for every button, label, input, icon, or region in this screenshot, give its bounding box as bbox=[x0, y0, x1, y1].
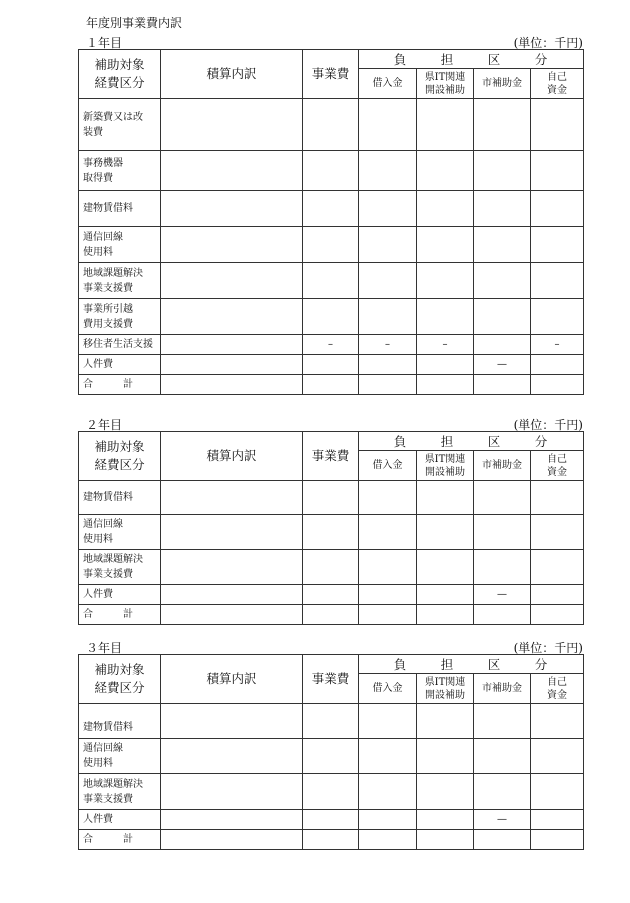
header-category bbox=[79, 655, 161, 704]
cell-amount[interactable] bbox=[474, 605, 531, 625]
table-row bbox=[79, 704, 584, 739]
cell-breakdown[interactable] bbox=[161, 739, 303, 774]
text-line: 開設補助 bbox=[425, 689, 465, 701]
cell-amount[interactable] bbox=[303, 605, 359, 625]
text-line: 地域課題解決 bbox=[83, 267, 143, 279]
cell-amount[interactable] bbox=[531, 227, 584, 263]
table-row bbox=[79, 550, 584, 585]
text-line: 建物賃借料 bbox=[83, 722, 133, 733]
header-pref-it bbox=[417, 69, 474, 99]
cell-breakdown[interactable] bbox=[161, 704, 303, 739]
header-city: 市補助金 bbox=[474, 674, 531, 704]
cell-amount[interactable] bbox=[474, 830, 531, 850]
text-line: 人件費 bbox=[83, 589, 113, 600]
cell-amount[interactable] bbox=[303, 550, 359, 585]
row-label bbox=[79, 774, 161, 810]
text-line: 経費区分 bbox=[94, 75, 145, 90]
year-header bbox=[78, 32, 583, 49]
header-project-cost: 事業費 bbox=[303, 50, 359, 99]
table-row bbox=[79, 585, 584, 605]
cell-amount[interactable] bbox=[303, 704, 359, 739]
cell-amount[interactable] bbox=[359, 704, 417, 739]
cell-amount[interactable] bbox=[474, 299, 531, 335]
cell-amount[interactable] bbox=[531, 481, 584, 515]
cell-amount[interactable] bbox=[303, 99, 359, 151]
cell-amount[interactable] bbox=[359, 830, 417, 850]
header-own bbox=[531, 69, 584, 99]
cell-breakdown[interactable] bbox=[161, 810, 303, 830]
table-row bbox=[79, 263, 584, 299]
text-line: 建物賃借料 bbox=[83, 203, 133, 214]
budget-table bbox=[78, 431, 584, 625]
text-line: 自己 bbox=[547, 453, 567, 465]
header-project-cost: 事業費 bbox=[303, 655, 359, 704]
header-loan: 借入金 bbox=[359, 451, 417, 481]
cell-amount[interactable] bbox=[417, 830, 474, 850]
budget-table bbox=[78, 654, 584, 850]
cell-amount[interactable] bbox=[417, 515, 474, 550]
text-line: 事業支援費 bbox=[83, 282, 133, 294]
cell-amount[interactable] bbox=[417, 99, 474, 151]
header-row bbox=[79, 50, 584, 69]
row-label bbox=[79, 299, 161, 335]
text-line: 補助対象 bbox=[94, 439, 145, 454]
header-category bbox=[79, 432, 161, 481]
year-label: ３年目 bbox=[86, 641, 123, 655]
year-header bbox=[78, 637, 583, 654]
text-line: 合 計 bbox=[83, 609, 133, 620]
cell-breakdown[interactable] bbox=[161, 585, 303, 605]
header-own bbox=[531, 674, 584, 704]
cell-amount[interactable] bbox=[531, 355, 584, 375]
cell-amount[interactable] bbox=[303, 375, 359, 395]
year-label: ２年目 bbox=[86, 418, 123, 432]
header-project-cost: 事業費 bbox=[303, 432, 359, 481]
cell-amount[interactable]: – bbox=[303, 335, 359, 355]
header-loan: 借入金 bbox=[359, 69, 417, 99]
cell-amount[interactable] bbox=[303, 585, 359, 605]
row-label bbox=[79, 810, 161, 830]
cell-amount[interactable] bbox=[531, 774, 584, 810]
cell-amount[interactable]: – bbox=[417, 335, 474, 355]
cell-amount[interactable] bbox=[474, 227, 531, 263]
cell-breakdown[interactable] bbox=[161, 605, 303, 625]
text-line: 開設補助 bbox=[425, 84, 465, 96]
unit-label: (単位：千円) bbox=[513, 641, 583, 655]
text-line: 通信回線 bbox=[83, 231, 123, 243]
table-row bbox=[79, 810, 584, 830]
text-line: 合 計 bbox=[83, 379, 133, 390]
cell-breakdown[interactable] bbox=[161, 227, 303, 263]
cell-amount[interactable] bbox=[531, 704, 584, 739]
header-burden: 負 担 区 分 bbox=[359, 432, 584, 451]
table-row bbox=[79, 191, 584, 227]
cell-amount[interactable] bbox=[417, 299, 474, 335]
cell-amount[interactable] bbox=[474, 774, 531, 810]
cell-amount[interactable] bbox=[359, 605, 417, 625]
cell-breakdown[interactable] bbox=[161, 550, 303, 585]
text-line: 費用支援費 bbox=[83, 318, 133, 330]
year-section-1 bbox=[78, 32, 583, 395]
cell-amount[interactable] bbox=[417, 355, 474, 375]
row-label bbox=[79, 704, 161, 739]
text-line: 資金 bbox=[547, 466, 567, 478]
cell-amount[interactable] bbox=[359, 550, 417, 585]
cell-amount[interactable] bbox=[474, 335, 531, 355]
row-label bbox=[79, 355, 161, 375]
cell-amount[interactable] bbox=[303, 515, 359, 550]
text-line: 通信回線 bbox=[83, 519, 123, 530]
cell-amount[interactable] bbox=[417, 263, 474, 299]
cell-amount[interactable] bbox=[303, 739, 359, 774]
text-line: 取得費 bbox=[83, 172, 113, 184]
text-line: 事務機器 bbox=[83, 157, 123, 169]
text-line: 移住者生活支援 bbox=[83, 339, 153, 350]
row-label bbox=[79, 481, 161, 515]
cell-amount[interactable]: — bbox=[474, 810, 531, 830]
header-row bbox=[79, 432, 584, 451]
cell-amount[interactable]: – bbox=[359, 335, 417, 355]
cell-breakdown[interactable] bbox=[161, 830, 303, 850]
cell-amount[interactable] bbox=[531, 263, 584, 299]
cell-amount[interactable] bbox=[531, 299, 584, 335]
row-label bbox=[79, 605, 161, 625]
cell-breakdown[interactable] bbox=[161, 481, 303, 515]
header-burden: 負 担 区 分 bbox=[359, 655, 584, 674]
cell-amount[interactable] bbox=[359, 774, 417, 810]
text-line: 事業支援費 bbox=[83, 793, 133, 805]
cell-amount[interactable]: – bbox=[531, 335, 584, 355]
cell-amount[interactable] bbox=[417, 810, 474, 830]
cell-amount[interactable] bbox=[359, 375, 417, 395]
unit-label: (単位：千円) bbox=[513, 418, 583, 432]
cell-amount[interactable] bbox=[303, 227, 359, 263]
text-line: 使用料 bbox=[83, 246, 113, 258]
table-row bbox=[79, 774, 584, 810]
row-label bbox=[79, 99, 161, 151]
header-pref-it bbox=[417, 674, 474, 704]
header-city: 市補助金 bbox=[474, 69, 531, 99]
year-section-3 bbox=[78, 637, 583, 850]
cell-amount[interactable] bbox=[303, 774, 359, 810]
cell-amount[interactable] bbox=[531, 550, 584, 585]
text-line: 人件費 bbox=[83, 814, 113, 825]
text-line: 使用料 bbox=[83, 534, 113, 545]
year-label: １年目 bbox=[86, 36, 123, 50]
cell-amount[interactable] bbox=[474, 704, 531, 739]
text-line: 通信回線 bbox=[83, 743, 123, 754]
header-row bbox=[79, 655, 584, 674]
table-row bbox=[79, 227, 584, 263]
row-label bbox=[79, 830, 161, 850]
table-row bbox=[79, 299, 584, 335]
header-city: 市補助金 bbox=[474, 451, 531, 481]
text-line: 事業支援費 bbox=[83, 569, 133, 580]
cell-amount[interactable] bbox=[359, 227, 417, 263]
cell-amount[interactable] bbox=[474, 739, 531, 774]
cell-amount[interactable] bbox=[359, 355, 417, 375]
cell-amount[interactable] bbox=[303, 299, 359, 335]
header-pref-it bbox=[417, 451, 474, 481]
text-line: 県IT関連 bbox=[424, 453, 466, 465]
text-line: 建物賃借料 bbox=[83, 492, 133, 503]
year-header bbox=[78, 414, 583, 431]
text-line: 新築費又は改 bbox=[83, 111, 143, 123]
header-breakdown: 積算内訳 bbox=[161, 655, 303, 704]
cell-amount[interactable] bbox=[531, 605, 584, 625]
cell-breakdown[interactable] bbox=[161, 774, 303, 810]
cell-amount[interactable] bbox=[474, 151, 531, 191]
year-section-2 bbox=[78, 414, 583, 625]
cell-breakdown[interactable] bbox=[161, 335, 303, 355]
header-own bbox=[531, 451, 584, 481]
cell-amount[interactable] bbox=[417, 605, 474, 625]
table-row bbox=[79, 481, 584, 515]
unit-label: (単位：千円) bbox=[513, 36, 583, 50]
cell-amount[interactable] bbox=[531, 515, 584, 550]
cell-amount[interactable] bbox=[531, 830, 584, 850]
cell-amount[interactable] bbox=[531, 191, 584, 227]
cell-amount[interactable] bbox=[531, 375, 584, 395]
cell-breakdown[interactable] bbox=[161, 191, 303, 227]
table-row bbox=[79, 515, 584, 550]
cell-amount[interactable] bbox=[474, 191, 531, 227]
cell-amount[interactable] bbox=[417, 774, 474, 810]
table-row bbox=[79, 830, 584, 850]
cell-amount[interactable] bbox=[417, 739, 474, 774]
row-label bbox=[79, 335, 161, 355]
table-row bbox=[79, 335, 584, 355]
text-line: 使用料 bbox=[83, 758, 113, 769]
text-line: 人件費 bbox=[83, 359, 113, 370]
cell-amount[interactable] bbox=[417, 704, 474, 739]
cell-amount[interactable]: — bbox=[474, 355, 531, 375]
row-label bbox=[79, 550, 161, 585]
table-row bbox=[79, 355, 584, 375]
text-line: 地域課題解決 bbox=[83, 554, 143, 565]
cell-amount[interactable] bbox=[303, 830, 359, 850]
cell-amount[interactable] bbox=[303, 191, 359, 227]
text-line: 装費 bbox=[83, 126, 103, 138]
cell-amount[interactable] bbox=[359, 585, 417, 605]
cell-amount[interactable] bbox=[359, 739, 417, 774]
text-line: 資金 bbox=[547, 84, 567, 96]
row-label bbox=[79, 191, 161, 227]
row-label bbox=[79, 585, 161, 605]
header-category bbox=[79, 50, 161, 99]
cell-amount[interactable] bbox=[531, 99, 584, 151]
cell-amount[interactable] bbox=[417, 375, 474, 395]
cell-amount[interactable] bbox=[417, 227, 474, 263]
cell-amount[interactable] bbox=[531, 585, 584, 605]
cell-breakdown[interactable] bbox=[161, 263, 303, 299]
text-line: 経費区分 bbox=[94, 457, 145, 472]
text-line: 県IT関連 bbox=[424, 676, 466, 688]
cell-amount[interactable] bbox=[531, 151, 584, 191]
table-row bbox=[79, 375, 584, 395]
row-label bbox=[79, 227, 161, 263]
cell-amount[interactable] bbox=[359, 481, 417, 515]
cell-amount[interactable] bbox=[474, 375, 531, 395]
text-line: 開設補助 bbox=[425, 466, 465, 478]
cell-amount[interactable] bbox=[417, 481, 474, 515]
cell-breakdown[interactable] bbox=[161, 375, 303, 395]
cell-amount[interactable] bbox=[531, 739, 584, 774]
table-row bbox=[79, 605, 584, 625]
cell-amount[interactable] bbox=[474, 550, 531, 585]
header-burden: 負 担 区 分 bbox=[359, 50, 584, 69]
cell-amount[interactable] bbox=[417, 550, 474, 585]
cell-amount[interactable] bbox=[303, 355, 359, 375]
cell-breakdown[interactable] bbox=[161, 151, 303, 191]
cell-amount[interactable] bbox=[417, 191, 474, 227]
cell-amount[interactable] bbox=[474, 515, 531, 550]
cell-amount[interactable] bbox=[417, 151, 474, 191]
cell-amount[interactable] bbox=[359, 263, 417, 299]
row-label bbox=[79, 263, 161, 299]
cell-amount[interactable] bbox=[359, 515, 417, 550]
table-row bbox=[79, 99, 584, 151]
cell-amount[interactable] bbox=[359, 299, 417, 335]
cell-amount[interactable] bbox=[474, 481, 531, 515]
text-line: 資金 bbox=[547, 689, 567, 701]
text-line: 補助対象 bbox=[94, 57, 145, 72]
header-loan: 借入金 bbox=[359, 674, 417, 704]
text-line: 事業所引越 bbox=[83, 303, 133, 315]
header-breakdown: 積算内訳 bbox=[161, 50, 303, 99]
text-line: 県IT関連 bbox=[424, 71, 466, 83]
cell-amount[interactable] bbox=[474, 99, 531, 151]
text-line: 経費区分 bbox=[94, 680, 145, 695]
document-title: 年度別事業費内訳 bbox=[86, 16, 183, 30]
cell-breakdown[interactable] bbox=[161, 515, 303, 550]
text-line: 合 計 bbox=[83, 834, 133, 845]
cell-amount[interactable] bbox=[417, 585, 474, 605]
row-label bbox=[79, 375, 161, 395]
cell-amount[interactable] bbox=[303, 263, 359, 299]
row-label bbox=[79, 515, 161, 550]
text-line: 自己 bbox=[547, 71, 567, 83]
cell-breakdown[interactable] bbox=[161, 299, 303, 335]
table-row bbox=[79, 151, 584, 191]
cell-amount[interactable] bbox=[303, 810, 359, 830]
cell-amount[interactable] bbox=[303, 481, 359, 515]
cell-breakdown[interactable] bbox=[161, 99, 303, 151]
cell-breakdown[interactable] bbox=[161, 355, 303, 375]
cell-amount[interactable] bbox=[359, 191, 417, 227]
cell-amount[interactable] bbox=[359, 810, 417, 830]
cell-amount[interactable] bbox=[474, 263, 531, 299]
cell-amount[interactable]: — bbox=[474, 585, 531, 605]
table-row bbox=[79, 739, 584, 774]
cell-amount[interactable] bbox=[359, 99, 417, 151]
text-line: 地域課題解決 bbox=[83, 778, 143, 790]
cell-amount[interactable] bbox=[359, 151, 417, 191]
header-breakdown: 積算内訳 bbox=[161, 432, 303, 481]
text-line: 自己 bbox=[547, 676, 567, 688]
budget-table bbox=[78, 49, 584, 395]
row-label bbox=[79, 151, 161, 191]
row-label bbox=[79, 739, 161, 774]
cell-amount[interactable] bbox=[531, 810, 584, 830]
text-line: 補助対象 bbox=[94, 662, 145, 677]
cell-amount[interactable] bbox=[303, 151, 359, 191]
